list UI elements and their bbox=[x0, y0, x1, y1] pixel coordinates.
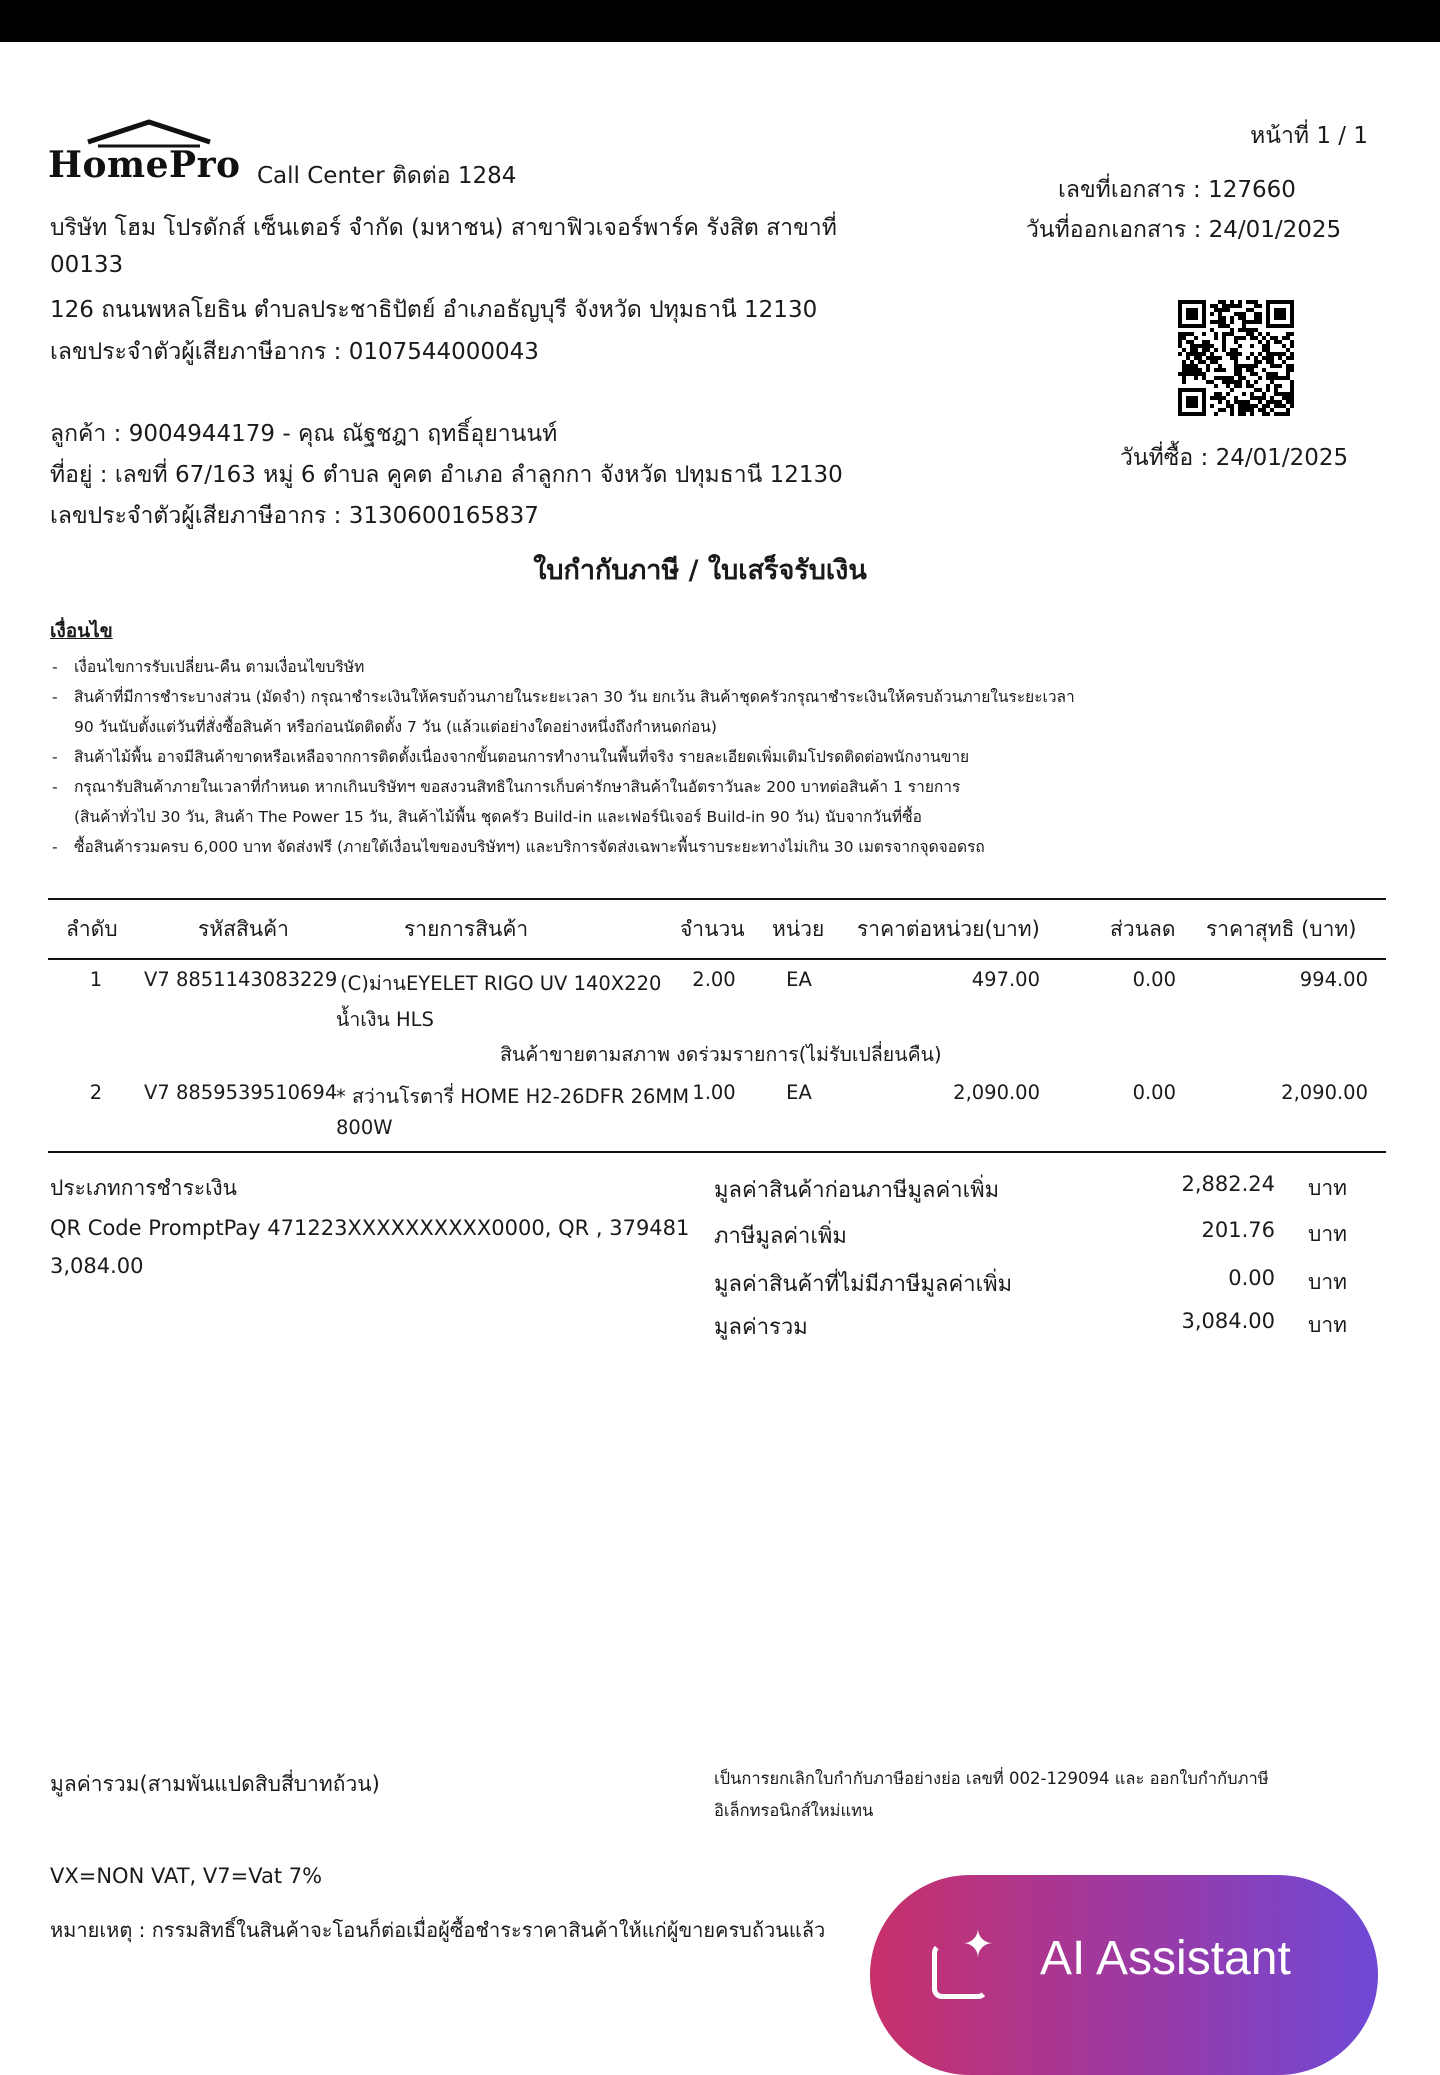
cancel-note-line1: เป็นการยกเลิกใบกำกับภาษีอย่างย่อ เลขที่ 002-129094 และ ออกใบกำกับภาษี bbox=[714, 1769, 1269, 1788]
summary-label: มูลค่าสินค้าก่อนภาษีมูลค่าเพิ่ม bbox=[714, 1178, 1000, 1203]
col-header-code: รหัสสินค้า bbox=[198, 917, 289, 941]
table-bottom-rule bbox=[48, 1151, 1386, 1153]
col-header-no: ลำดับ bbox=[66, 917, 118, 941]
col-header-net: ราคาสุทธิ (บาท) bbox=[1206, 917, 1357, 941]
company-name: บริษัท โฮม โปรดักส์ เซ็นเตอร์ จำกัด (มหาชน) สาขาฟิวเจอร์พาร์ค รังสิต สาขาที่ bbox=[50, 215, 837, 241]
summary-unit: บาท bbox=[1308, 1176, 1347, 1200]
summary-value: 3,084.00 bbox=[1181, 1309, 1275, 1333]
table-header-rule bbox=[48, 958, 1386, 960]
summary-label: ภาษีมูลค่าเพิ่ม bbox=[714, 1224, 847, 1249]
row-no: 1 bbox=[89, 968, 103, 991]
branch-number: 00133 bbox=[50, 252, 124, 278]
summary-unit: บาท bbox=[1308, 1222, 1347, 1246]
ai-assistant-label: AI Assistant bbox=[1040, 1932, 1291, 1985]
customer-name: ลูกค้า : 9004944179 - คุณ ณัฐชฎา ฤทธิ์อุยานนท์ bbox=[50, 421, 558, 447]
summary-value: 0.00 bbox=[1228, 1266, 1275, 1290]
row-unit-price: 497.00 bbox=[971, 968, 1040, 991]
cancel-note-line2: อิเล็กทรอนิกส์ใหม่แทน bbox=[714, 1801, 874, 1820]
purchase-date: วันที่ซื้อ : 24/01/2025 bbox=[1120, 445, 1349, 471]
conditions-list bbox=[50, 652, 1200, 862]
row-desc-line2: น้ำเงิน HLS bbox=[336, 1008, 434, 1031]
condition-item: - สินค้าที่มีการชำระบางส่วน (มัดจำ) กรุณาชำระเงินให้ครบถ้วนภายในระยะเวลา 30 วัน ยกเว้น สินค้าชุดครัวกรุณาชำระเงินให้ครบถ้วนภายในระยะเวลา 90 วันนับตั้งแต่วันที่สั่งซื้อสินค้า หรือก่อนนัดติดตั้ง 7 วัน (แล้วแต่อย่างใดอย่างหนึ่งถึงกำหนดก่อน) bbox=[50, 682, 1200, 742]
col-header-qty: จำนวน bbox=[680, 917, 745, 941]
condition-item: - เงื่อนไขการรับเปลี่ยน-คืน ตามเงื่อนไขบริษัท bbox=[50, 652, 1200, 682]
row-unit: EA bbox=[786, 968, 812, 991]
remark: หมายเหตุ : กรรมสิทธิ์ในสินค้าจะโอนก็ต่อเมื่อผู้ซื้อชำระราคาสินค้าให้แก่ผู้ขายครบถ้วนแล้ว bbox=[50, 1918, 826, 1942]
row-net: 994.00 bbox=[1299, 968, 1368, 991]
payment-heading: ประเภทการชำระเงิน bbox=[50, 1176, 237, 1200]
summary-label: มูลค่าสินค้าที่ไม่มีภาษีมูลค่าเพิ่ม bbox=[714, 1272, 1013, 1297]
col-header-desc: รายการสินค้า bbox=[404, 917, 529, 941]
document-title: ใบกำกับภาษี / ใบเสร็จรับเงิน bbox=[533, 555, 867, 586]
payment-method: QR Code PromptPay 471223XXXXXXXXXX0000, QR , 379481 bbox=[50, 1216, 690, 1240]
top-black-bar bbox=[0, 0, 1440, 42]
row-qty: 1.00 bbox=[692, 1081, 736, 1104]
condition-item: - ซื้อสินค้ารวมครบ 6,000 บาท จัดส่งฟรี (ภายใต้เงื่อนไขของบริษัทฯ) และบริการจัดส่งเฉพาะพื้นราบระยะทางไม่เกิน 30 เมตรจากจุดจอดรถ bbox=[50, 832, 1200, 862]
col-header-unit: หน่วย bbox=[772, 917, 825, 941]
row-desc-line1: (C)ม่านEYELET RIGO UV 140X220 bbox=[340, 972, 662, 995]
summary-label: มูลค่ารวม bbox=[714, 1315, 808, 1340]
conditions-heading: เงื่อนไข bbox=[50, 620, 113, 642]
row-code: V7 8851143083229 bbox=[144, 968, 338, 991]
row-discount: 0.00 bbox=[1132, 1081, 1176, 1104]
ai-assistant-button[interactable] bbox=[870, 1875, 1378, 2075]
issue-date: วันที่ออกเอกสาร : 24/01/2025 bbox=[1026, 217, 1342, 243]
row-desc-line1: * สว่านโรตารี่ HOME H2-26DFR 26MM bbox=[336, 1085, 690, 1108]
row-code: V7 8859539510694 bbox=[144, 1081, 338, 1104]
homepro-logo bbox=[48, 118, 248, 186]
company-tax-id: เลขประจำตัวผู้เสียภาษีอากร : 0107544000043 bbox=[50, 339, 539, 365]
company-address: 126 ถนนพหลโยธิน ตำบลประชาธิปัตย์ อำเภอธัญบุรี จังหวัด ปทุมธานี 12130 bbox=[50, 297, 818, 323]
col-header-unit-price: ราคาต่อหน่วย(บาท) bbox=[857, 917, 1040, 941]
summary-value: 201.76 bbox=[1201, 1218, 1275, 1242]
total-in-words: มูลค่ารวม(สามพันแปดสิบสี่บาทถ้วน) bbox=[50, 1772, 380, 1796]
document-number: เลขที่เอกสาร : 127660 bbox=[1058, 177, 1296, 203]
condition-item: - กรุณารับสินค้าภายในเวลาที่กำหนด หากเกินบริษัทฯ ขอสงวนสิทธิในการเก็บค่ารักษาสินค้าในอัตราวันละ 200 บาทต่อสินค้า 1 รายการ (สินค้าทั่วไป 30 วัน, สินค้า The Power 15 วัน, สินค้าไม้พื้น ชุดครัว Build-in และเฟอร์นิเจอร์ Build-in 90 วัน) นับจากวันที่ซื้อ bbox=[50, 772, 1200, 832]
vat-codes: VX=NON VAT, V7=Vat 7% bbox=[50, 1864, 323, 1888]
payment-amount: 3,084.00 bbox=[50, 1254, 144, 1278]
row-note: สินค้าขายตามสภาพ งดร่วมรายการ(ไม่รับเปลี่ยนคืน) bbox=[500, 1043, 942, 1066]
row-unit-price: 2,090.00 bbox=[953, 1081, 1040, 1104]
customer-tax-id: เลขประจำตัวผู้เสียภาษีอากร : 3130600165837 bbox=[50, 503, 539, 529]
call-center: Call Center ติดต่อ 1284 bbox=[257, 163, 517, 189]
col-header-discount: ส่วนลด bbox=[1110, 917, 1176, 941]
row-desc-line2: 800W bbox=[336, 1116, 393, 1139]
qr-code bbox=[1178, 300, 1294, 416]
page-number: หน้าที่ 1 / 1 bbox=[1250, 123, 1368, 149]
summary-unit: บาท bbox=[1308, 1313, 1347, 1337]
row-qty: 2.00 bbox=[692, 968, 736, 991]
row-discount: 0.00 bbox=[1132, 968, 1176, 991]
summary-value: 2,882.24 bbox=[1181, 1172, 1275, 1196]
condition-item: - สินค้าไม้พื้น อาจมีสินค้าขาดหรือเหลือจากการติดตั้งเนื่องจากขั้นตอนการทำงานในพื้นที่จริง รายละเอียดเพิ่มเติมโปรดติดต่อพนักงานขาย bbox=[50, 742, 1200, 772]
logo-wordmark: HomePro bbox=[48, 144, 241, 186]
summary-unit: บาท bbox=[1308, 1270, 1347, 1294]
customer-address: ที่อยู่ : เลขที่ 67/163 หมู่ 6 ตำบล คูคต อำเภอ ลำลูกกา จังหวัด ปทุมธานี 12130 bbox=[50, 462, 843, 488]
table-top-rule bbox=[48, 898, 1386, 900]
sparkle-icon: ✦ bbox=[962, 1922, 994, 1966]
row-net: 2,090.00 bbox=[1281, 1081, 1368, 1104]
row-unit: EA bbox=[786, 1081, 812, 1104]
row-no: 2 bbox=[89, 1081, 103, 1104]
